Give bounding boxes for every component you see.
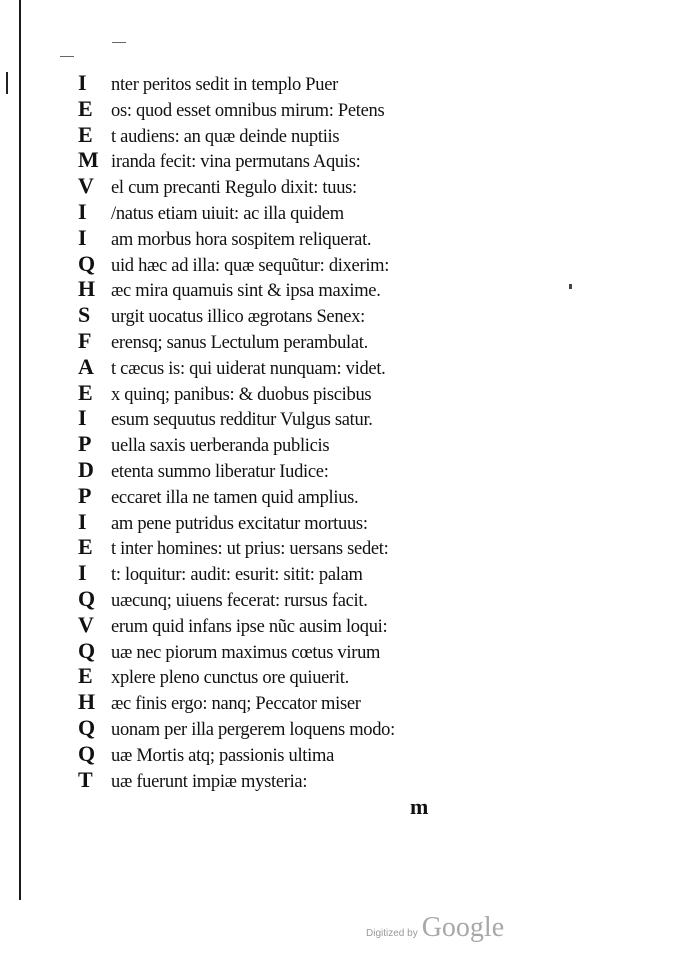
- page-edge-line: [19, 0, 21, 900]
- verse-text: erensq; sanus Lectulum perambulat.: [111, 332, 368, 353]
- verse-line: [78, 96, 395, 122]
- verse-line: [78, 612, 395, 638]
- verse-initial: S: [78, 302, 91, 328]
- ink-dash: [112, 42, 126, 43]
- verse-initial: Q: [78, 740, 96, 766]
- verse-text: uonam per illa pergerem loquens modo:: [111, 719, 395, 740]
- verse-text: æc mira quamuis sint & ipsa maxime.: [111, 281, 381, 302]
- verse-line: [78, 586, 395, 612]
- verse-initial: E: [78, 379, 93, 405]
- verse-text: t cæcus is: qui uiderat nunquam: videt.: [111, 358, 386, 379]
- verse-text: t inter homines: ut prius: uersans sedet:: [111, 539, 389, 560]
- verse-line: [78, 173, 395, 199]
- verse-text: etenta summo liberatur Iudice:: [111, 461, 329, 482]
- verse-line: [78, 767, 395, 793]
- verse-line: [78, 354, 395, 380]
- verse-initial: D: [78, 456, 94, 482]
- verse-text: am morbus hora sospitem reliquerat.: [111, 229, 372, 250]
- verse-text: esum sequutus redditur Vulgus satur.: [111, 410, 373, 431]
- verse-text: xplere pleno cunctus ore quiuerit.: [111, 668, 349, 689]
- verse-line: [78, 276, 395, 302]
- verse-initial: E: [78, 121, 93, 147]
- verse-text: t: loquitur: audit: esurit: sitit: palam: [111, 565, 363, 586]
- verse-initial: I: [78, 560, 87, 586]
- verse-line: [78, 741, 395, 767]
- watermark-prefix: Digitized by: [366, 928, 418, 939]
- verse-line: [78, 483, 395, 509]
- verse-text: uella saxis uerberanda publicis: [111, 436, 330, 457]
- verse-text: æc finis ergo: nanq; Peccator miser: [111, 694, 361, 715]
- verse-text: eccaret illa ne tamen quid amplius.: [111, 487, 359, 508]
- verse-initial: M: [78, 147, 99, 173]
- verse-initial: I: [78, 70, 87, 95]
- verse-text: t audiens: an quæ deinde nuptiis: [111, 126, 340, 147]
- verse-text: uæcunq; uiuens fecerat: rursus facit.: [111, 590, 368, 611]
- verse-line: [78, 302, 395, 328]
- watermark-logo: Google: [421, 912, 505, 943]
- verse-line: [78, 147, 395, 173]
- verse-line: [78, 122, 395, 148]
- verse-text: erum quid infans ipse nũc ausim loqui:: [111, 616, 388, 637]
- verse-line: [78, 405, 395, 431]
- signature-mark: m: [410, 794, 429, 819]
- verse-initial: Q: [78, 714, 96, 740]
- verse-initial: E: [78, 534, 93, 560]
- verse-initial: P: [78, 482, 92, 508]
- verse-line: [78, 509, 395, 535]
- verse-text: uæ nec piorum maximus cœtus virum: [111, 642, 381, 663]
- verse-line: [78, 251, 395, 277]
- verse-initial: Q: [78, 637, 96, 663]
- verse-line: [78, 689, 395, 715]
- verse-initial: I: [78, 224, 87, 250]
- verse-line: [78, 457, 395, 483]
- verse-line: [78, 328, 395, 354]
- verse-initial: I: [78, 508, 87, 534]
- verse-text: uæ Mortis atq; passionis ultima: [111, 745, 334, 766]
- verse-text: /natus etiam uiuit: ac illa quidem: [111, 203, 344, 224]
- digitization-watermark: [366, 912, 504, 944]
- verse-text: os: quod esset omnibus mirum: Petens: [111, 100, 385, 121]
- verse-initial: H: [78, 276, 96, 302]
- verse-initial: I: [78, 198, 87, 224]
- verse-line: [78, 715, 395, 741]
- verse-initial: V: [78, 173, 94, 199]
- verse-initial: Q: [78, 250, 96, 276]
- verse-block: [78, 70, 395, 792]
- verse-line: [78, 638, 395, 664]
- verse-line: [78, 663, 395, 689]
- ink-speck: [569, 284, 572, 289]
- verse-line: [78, 534, 395, 560]
- margin-mark: [6, 72, 8, 94]
- verse-text: el cum precanti Regulo dixit: tuus:: [111, 178, 357, 199]
- verse-text: nter peritos sedit in templo Puer: [111, 75, 338, 95]
- ink-dash: [60, 56, 74, 57]
- verse-initial: P: [78, 431, 92, 457]
- verse-initial: Q: [78, 585, 96, 611]
- verse-initial: E: [78, 663, 93, 689]
- verse-text: urgit uocatus illico ægrotans Senex:: [111, 307, 365, 328]
- verse-text: uid hæc ad illa: quæ sequũtur: dixerim:: [111, 255, 390, 276]
- verse-initial: H: [78, 689, 96, 715]
- verse-initial: T: [78, 766, 93, 792]
- verse-initial: F: [78, 327, 92, 353]
- verse-line: [78, 225, 395, 251]
- verse-text: uæ fuerunt impiæ mysteria:: [111, 771, 308, 792]
- verse-initial: I: [78, 405, 87, 431]
- verse-initial: A: [78, 353, 94, 379]
- verse-line: [78, 560, 395, 586]
- verse-initial: V: [78, 611, 94, 637]
- verse-line: [78, 380, 395, 406]
- verse-text: x quinq; panibus: & duobus piscibus: [111, 384, 372, 405]
- verse-text: iranda fecit: vina permutans Aquis:: [111, 152, 361, 173]
- verse-line: [78, 70, 395, 96]
- verse-initial: E: [78, 95, 93, 121]
- verse-line: [78, 199, 395, 225]
- verse-text: am pene putridus excitatur mortuus:: [111, 513, 368, 534]
- verse-line: [78, 431, 395, 457]
